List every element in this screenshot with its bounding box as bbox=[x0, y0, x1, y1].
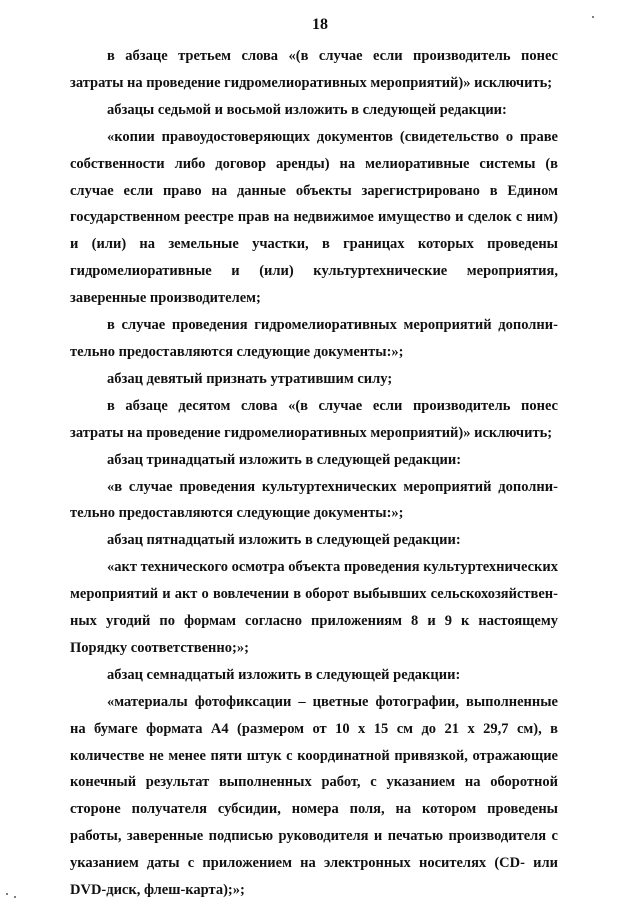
scan-speck bbox=[6, 893, 8, 895]
paragraph-10: «акт технического осмотра объекта проведения культуртехнических мероприятий и акт о вовлечении в оборот выбывших сельскохозяйственных угодий по формам согласно приложениям 8 и 9 к настоящему Порядку соответственно;»; bbox=[70, 559, 558, 656]
paragraph-1: в абзаце третьем слова «(в случае если производитель понес затраты на проведение гидромелиоративных мероприятий)» исключить; bbox=[70, 48, 558, 91]
paragraph-2: абзацы седьмой и восьмой изложить в следующей редакции: bbox=[107, 101, 507, 118]
page-number: 18 bbox=[312, 16, 328, 33]
paragraph-7: абзац тринадцатый изложить в следующей редакции: bbox=[107, 451, 462, 468]
paragraph-11: абзац семнадцатый изложить в следующей редакции: bbox=[107, 666, 461, 683]
paragraph-9: абзац пятнадцатый изложить в следующей редакции: bbox=[107, 532, 461, 549]
document-body bbox=[70, 43, 558, 904]
paragraph-8: «в случае проведения культуртехнических мероприятий дополнительно предоставляются следующие документы:»; bbox=[70, 478, 558, 522]
paragraph-3: «копии правоудостоверяющих документов (свидетельство о праве собственности либо договор аренды) на мелиоративные системы (в случае если право на данные объекты зарегистрировано в Едином государственном реестре прав на недвижимое имущество и сделок с ним) и (или) на земельные участки, в границах которых проведены гидромелиоративные и (или) культуртехнические мероприятия, заверенные производителем; bbox=[70, 128, 558, 307]
paragraph-12: «материалы фотофиксации – цветные фотографии, выполненные на бумаге формата А4 (размером от 10 х 15 см до 21 х 29,7 см), в количестве не менее пяти штук с координатной привязкой, отражающие конечный результат выполненных работ, с указанием на оборотной стороне получателя субсидии, номера поля, на котором проведены работы, заверенные подписью руководителя и печатью производителя с указанием даты с приложением на электронных носителях (CD- или DVD-диск, флеш-карта);»; bbox=[70, 693, 558, 899]
paragraph-5: абзац девятый признать утратившим силу; bbox=[107, 370, 393, 387]
paragraph-4: в случае проведения гидромелиоративных мероприятий дополнительно предоставляются следующие документы:»; bbox=[70, 317, 558, 360]
scan-speck bbox=[592, 16, 594, 18]
paragraph-6: в абзаце десятом слова «(в случае если производитель понес затраты на проведение гидромелиоративных мероприятий)» исключить; bbox=[70, 397, 558, 441]
scan-speck bbox=[14, 896, 16, 898]
